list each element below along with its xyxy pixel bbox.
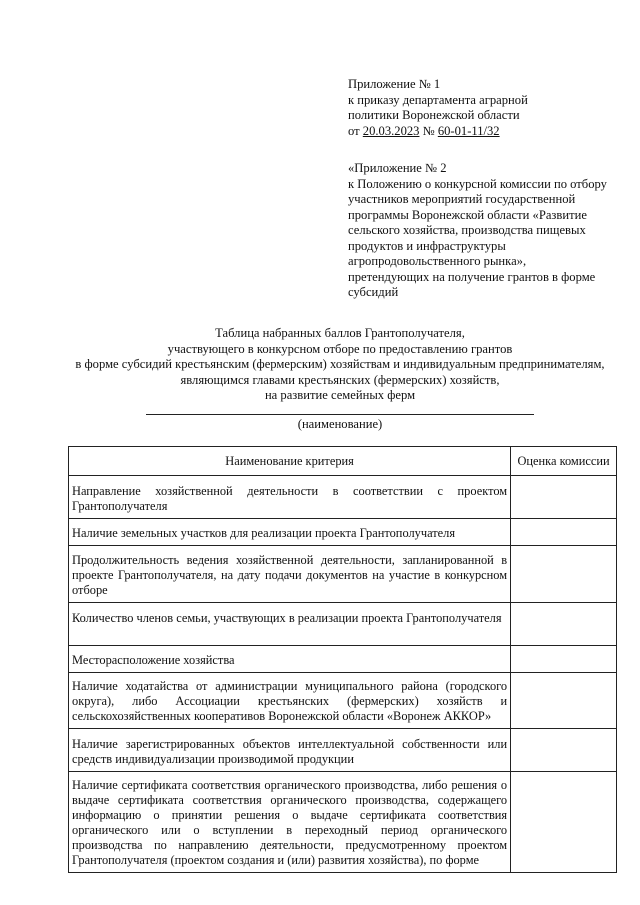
appendix-1-line: Приложение № 1	[348, 77, 441, 91]
appendix-2-line: участников мероприятий государственной	[348, 192, 576, 206]
name-blank-line	[146, 414, 534, 415]
criterion-cell: Количество членов семьи, участвующих в реализации проекта Грантополучателя	[69, 603, 511, 646]
score-cell	[511, 519, 617, 546]
header-score: Оценка комиссии	[511, 447, 617, 476]
criterion-cell: Наличие сертификата соответствия органического производства, либо решения о выдаче сертификата соответствия органического производства, содержащего информацию о принятии решения о выдаче сертификата соответствия органического или о вступлении в переходный период органического производства по направлению деятельности, предусмотренному проектом Грантополучателя (проектом создания и (или) развития хозяйства), по форме	[69, 772, 511, 873]
title-line: в форме субсидий крестьянским (фермерским) хозяйствам и индивидуальным предпринимателям,	[75, 357, 605, 371]
criterion-cell: Наличие зарегистрированных объектов интеллектуальной собственности или средств индивидуализации производимой продукции	[69, 729, 511, 772]
table-row	[69, 772, 617, 873]
title-line: участвующего в конкурсном отборе по предоставлению грантов	[167, 341, 513, 356]
title-line: Таблица набранных баллов Грантополучателя,	[215, 326, 465, 340]
appendix-1-line: политики Воронежской области	[348, 108, 520, 122]
score-cell	[511, 646, 617, 673]
score-cell	[511, 546, 617, 603]
table-row	[69, 546, 617, 603]
appendix-2-line: к Положению о конкурсной комиссии по отбору	[348, 176, 607, 191]
criterion-cell: Месторасположение хозяйства	[69, 646, 511, 673]
appendix-2-line: программы Воронежской области «Развитие	[348, 207, 587, 222]
criterion-cell: Направление хозяйственной деятельности в соответствии с проектом Грантополучателя	[69, 476, 511, 519]
table-row	[69, 673, 617, 729]
date-prefix: от	[348, 123, 360, 138]
appendix-2-line: субсидий	[348, 285, 399, 299]
score-cell	[511, 603, 617, 646]
order-number: 60-01-11/32	[437, 123, 500, 138]
order-date: 20.03.2023	[362, 123, 420, 138]
appendix-1-line: к приказу департамента аграрной	[348, 92, 528, 107]
appendix-2-line: сельского хозяйства, производства пищевых	[348, 223, 586, 237]
table-row	[69, 476, 617, 519]
appendix-2-line: претендующих на получение грантов в форме	[348, 269, 596, 284]
criterion-cell: Продолжительность ведения хозяйственной деятельности, запланированной в проекте Грантополучателя, на дату подачи документов на участие в конкурсном отборе	[69, 546, 511, 603]
score-cell	[511, 772, 617, 873]
appendix-2-line: продуктов и инфраструктуры	[348, 238, 506, 253]
table-row	[69, 519, 617, 546]
table-header-row	[69, 447, 617, 476]
name-caption: (наименование)	[297, 417, 383, 431]
table-row	[69, 646, 617, 673]
table-row	[69, 603, 617, 646]
title-line: на развитие семейных ферм	[264, 388, 416, 402]
score-cell	[511, 673, 617, 729]
title-line: являющимся главами крестьянских (фермерских) хозяйств,	[180, 372, 500, 387]
appendix-1-date-line	[348, 124, 528, 140]
score-cell	[511, 729, 617, 772]
appendix-2-header	[348, 161, 607, 301]
criterion-cell: Наличие ходатайства от администрации муниципального района (городского округа), либо Ассоциации крестьянских (фермерских) хозяйств и сельскохозяйственных кооперативов Воронежской области «Воронеж АККОР»	[69, 673, 511, 729]
document-title	[60, 326, 620, 404]
score-cell	[511, 476, 617, 519]
table-row	[69, 729, 617, 772]
criteria-table	[68, 446, 617, 873]
header-criterion: Наименование критерия	[69, 447, 511, 476]
criterion-cell: Наличие земельных участков для реализации проекта Грантополучателя	[69, 519, 511, 546]
appendix-1-header	[348, 77, 528, 139]
appendix-2-line: агропродовольственного рынка»,	[348, 254, 527, 268]
number-prefix: №	[422, 123, 435, 138]
appendix-2-line: «Приложение № 2	[348, 161, 447, 175]
